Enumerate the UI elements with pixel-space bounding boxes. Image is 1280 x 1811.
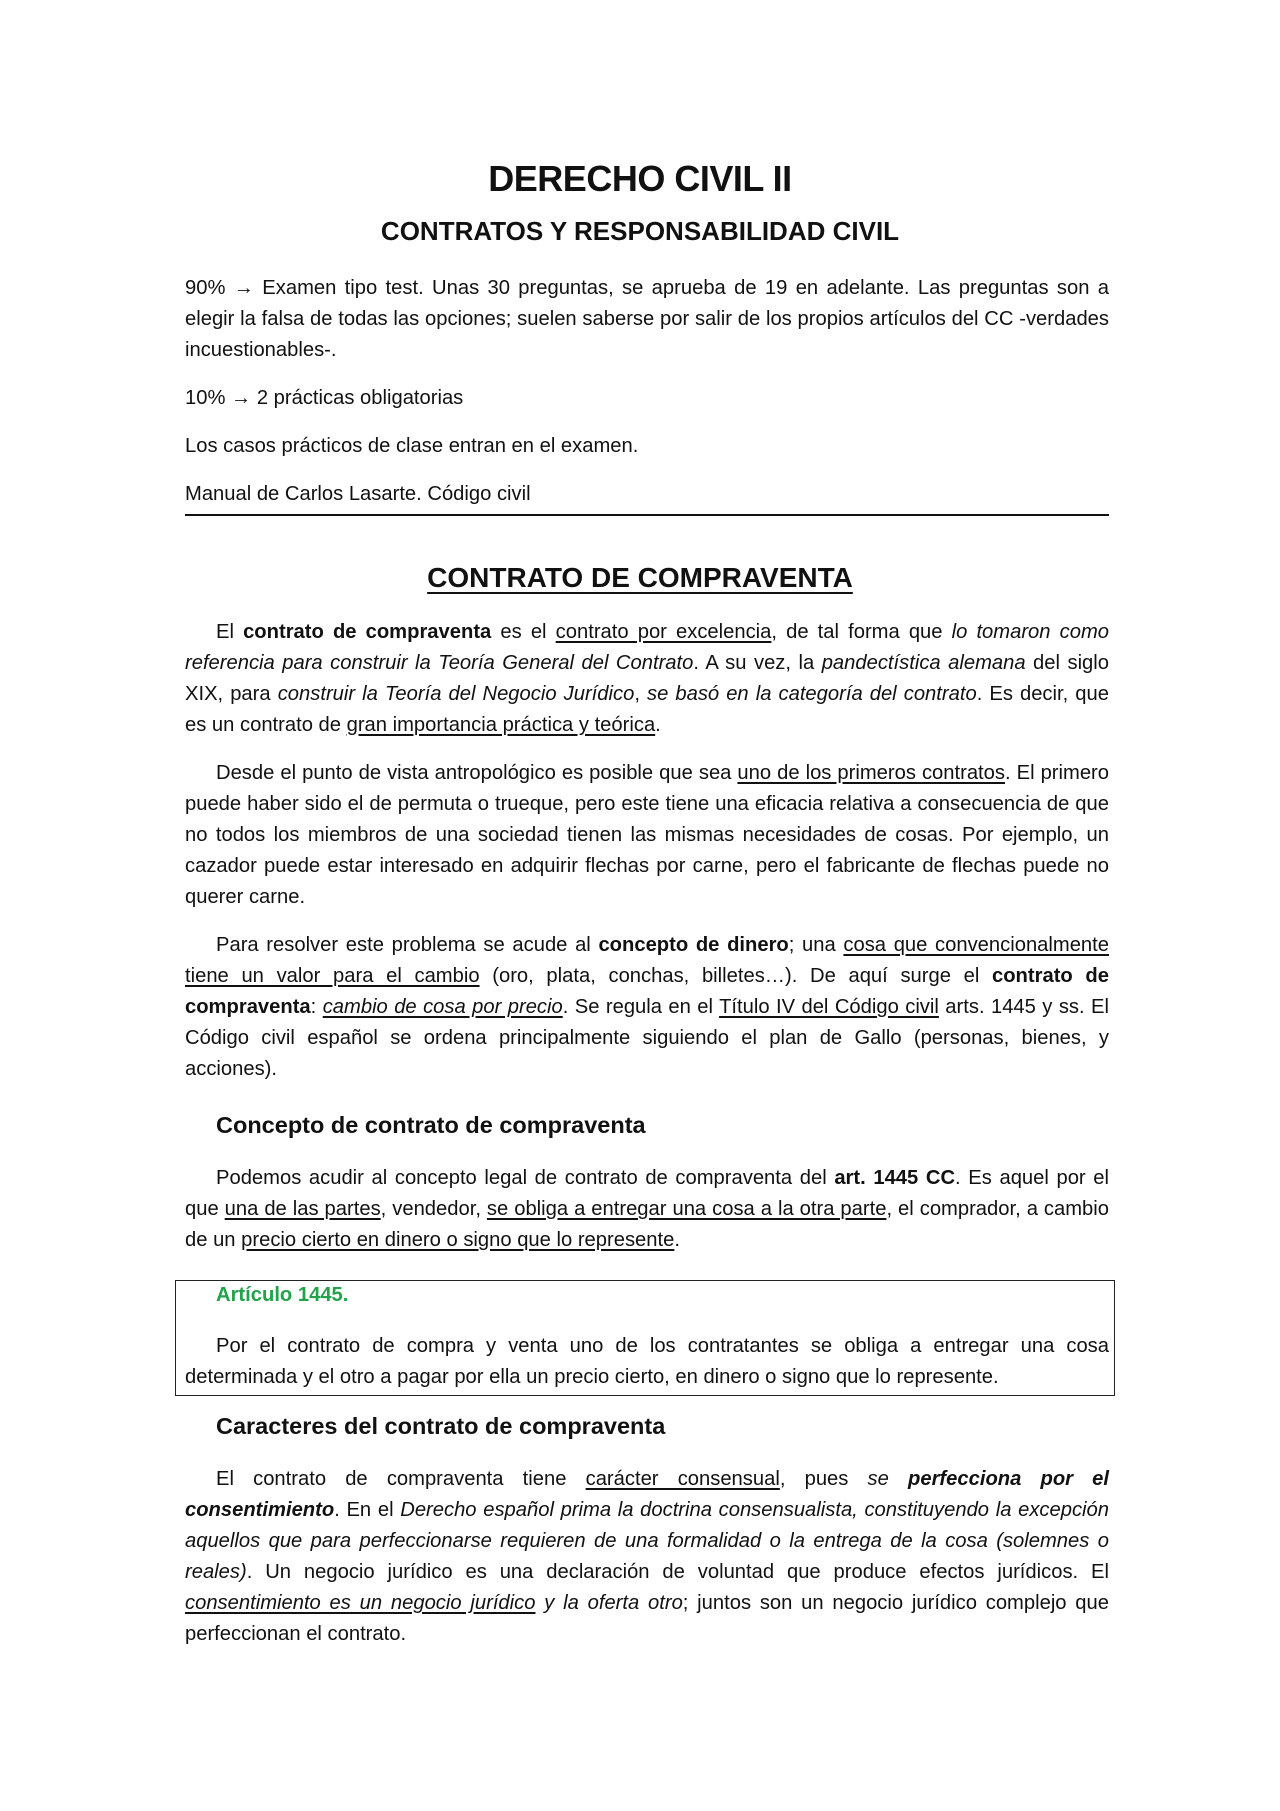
arrow-right-icon: → [233, 277, 254, 299]
text-run: es el [491, 621, 556, 643]
underlined-term: una de las partes [224, 1198, 381, 1220]
italic-phrase: y la oferta otro [535, 1592, 683, 1614]
article-text: Por el contrato de compra y venta uno de los contratantes se obliga a entregar una cosa determinada y el otro a pagar por ella un precio cierto, en dinero o signo que lo represente. [185, 1335, 1109, 1388]
paragraph-caracteres [185, 1464, 1109, 1650]
practices-percentage: 10% [185, 387, 226, 409]
text-run: del siglo XIX, para [185, 652, 1110, 705]
text-run: , de tal forma que [771, 621, 952, 643]
arrow-right-icon: → [231, 387, 252, 409]
intro-section [185, 273, 1109, 510]
intro-paragraph-cases: Los casos prácticos de clase entran en el examen. [185, 435, 639, 457]
exam-description: Examen tipo test. Unas 30 preguntas, se aprueba de 19 en adelante. Las preguntas son a elegir la falsa de todas las opciones; suelen saberse por salir de los propios artículos del CC -verdades incuestionables-. [185, 277, 1110, 361]
horizontal-divider [185, 514, 1109, 516]
underlined-italic-phrase: cambio de cosa por precio [322, 996, 563, 1018]
compraventa-section [185, 617, 1109, 1085]
text-run: , vendedor, [380, 1198, 487, 1220]
underlined-term: gran importancia práctica y teórica [346, 714, 656, 736]
text-run: . Se regula en el [562, 996, 720, 1018]
underlined-italic-phrase: consentimiento es un negocio jurídico [185, 1592, 536, 1614]
text-run: Para resolver este problema se acude al [216, 934, 599, 956]
text-run: . Un negocio jurídico es una declaración de voluntad que produce efectos jurídicos. El [246, 1561, 1109, 1583]
section-title: CONTRATO DE COMPRAVENTA [427, 562, 853, 593]
underlined-term: se obliga a entregar una cosa a la otra parte [486, 1198, 887, 1220]
heading-caracteres: Caracteres del contrato de compraventa [216, 1413, 666, 1439]
text-run: ; juntos son un negocio jurídico complejo que perfeccionan el contrato. [185, 1592, 1109, 1645]
exam-percentage: 90% [185, 277, 226, 299]
text-run: El contrato de compraventa tiene [216, 1468, 586, 1490]
concepto-section [185, 1163, 1109, 1256]
text-run: . Es aquel por el que [185, 1167, 1109, 1220]
text-run [889, 1468, 908, 1490]
caracteres-section [185, 1464, 1109, 1650]
text-run: arts. 1445 y ss. El Código civil español se ordena principalmente siguiendo el plan de Gallo (personas, bienes, y acciones). [185, 996, 1109, 1080]
article-body [185, 1331, 1109, 1393]
paragraph-concepto [185, 1163, 1109, 1256]
text-run: Desde el punto de vista antropológico es posible que sea [216, 762, 738, 784]
underlined-term: precio cierto en dinero o signo que lo represente [241, 1229, 675, 1251]
text-run: (oro, plata, conchas, billetes…). De aquí surge el [479, 965, 992, 987]
italic-phrase: pandectística alemana [821, 652, 1026, 674]
text-run: . [674, 1229, 680, 1251]
italic-phrase: lo tomaron como referencia para construir la Teoría General del Contrato [185, 621, 1109, 674]
text-run: : [310, 996, 323, 1018]
paragraph-anthropology [185, 758, 1109, 913]
bold-term: concepto de dinero [598, 934, 789, 956]
document-title: DERECHO CIVIL II [488, 158, 792, 199]
italic-phrase: construir la Teoría del Negocio Jurídico [277, 683, 635, 705]
italic-phrase: se [867, 1468, 889, 1490]
underlined-term: cosa que convencionalmente tiene un valor para el cambio [185, 934, 1109, 987]
text-run: . A su vez, la [693, 652, 822, 674]
practices-description: 2 prácticas obligatorias [256, 387, 464, 409]
intro-paragraph-practices [185, 383, 1109, 414]
text-run: ; una [788, 934, 844, 956]
text-run: Podemos acudir al concepto legal de contrato de compraventa del [216, 1167, 835, 1189]
intro-paragraph-manual: Manual de Carlos Lasarte. Código civil [185, 483, 531, 505]
underlined-term: contrato por excelencia [555, 621, 772, 643]
article-title: Artículo 1445. [216, 1284, 349, 1306]
text-run: . El primero puede haber sido el de permuta o trueque, pero este tiene una eficacia relativa a consecuencia de que no todos los miembros de una sociedad tienen las mismas necesidades de cosas. Por ejemplo, un cazador puede estar interesado en adquirir flechas por carne, pero el fabricante de flechas puede no querer carne. [185, 762, 1109, 908]
heading-concepto: Concepto de contrato de compraventa [216, 1112, 646, 1138]
underlined-term: carácter consensual [585, 1468, 780, 1490]
underlined-term: Título IV del Código civil [719, 996, 939, 1018]
bold-term: contrato de compraventa [243, 621, 492, 643]
intro-paragraph-exam [185, 273, 1109, 366]
bold-italic-phrase: perfecciona por el consentimiento [185, 1468, 1109, 1521]
document-subtitle: CONTRATOS Y RESPONSABILIDAD CIVIL [380, 216, 900, 246]
text-run: . [655, 714, 661, 736]
text-run: , [634, 683, 647, 705]
text-run: . En el [334, 1499, 401, 1521]
text-run: , el comprador, a cambio de un [185, 1198, 1109, 1251]
text-run: El [216, 621, 244, 643]
italic-phrase: se basó en la categoría del contrato [646, 683, 977, 705]
underlined-term: uno de los primeros contratos [737, 762, 1005, 784]
italic-phrase: Derecho español prima la doctrina consensualista, constituyendo la excepción aquellos que para perfeccionarse requieren de una formalidad o la entrega de la cosa (solemnes o reales) [185, 1499, 1110, 1583]
text-run: , pues [779, 1468, 868, 1490]
paragraph-definition [185, 617, 1109, 741]
bold-term: art. 1445 CC [834, 1167, 956, 1189]
paragraph-money [185, 930, 1109, 1085]
text-run: . Es decir, que es un contrato de [185, 683, 1109, 736]
bold-term: contrato de compraventa [185, 965, 1109, 1018]
